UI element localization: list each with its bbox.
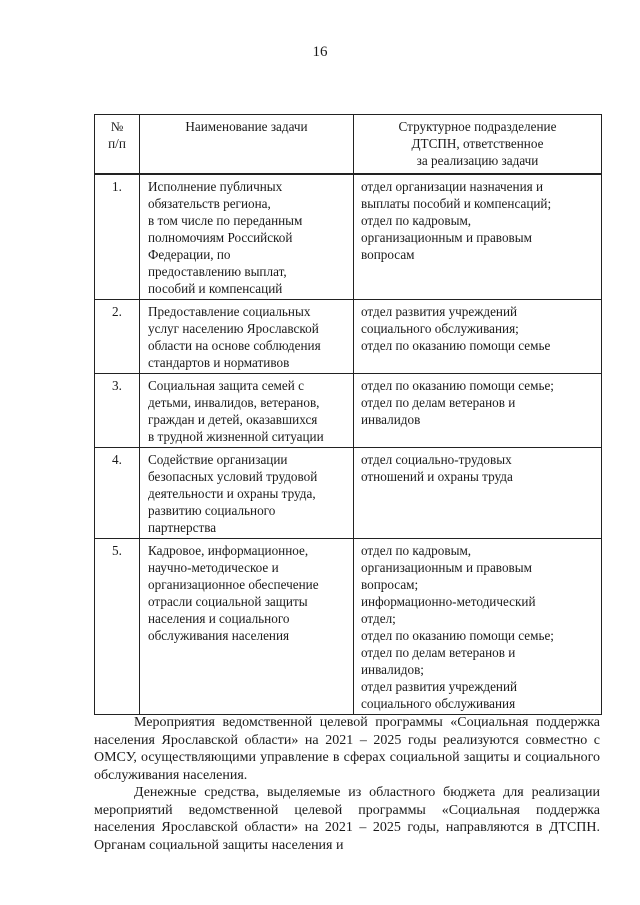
department-cell bbox=[354, 374, 602, 448]
header-line: Структурное подразделение bbox=[398, 119, 557, 134]
task-line: Содействие организации bbox=[148, 452, 288, 467]
department-cell bbox=[354, 448, 602, 539]
header-line: Наименование задачи bbox=[185, 119, 308, 134]
department-line: отношений и охраны труда bbox=[361, 469, 513, 484]
task-line: Кадровое, информационное, bbox=[148, 543, 309, 558]
department-line: отдел по делам ветеранов и bbox=[361, 395, 516, 410]
department-line: вопросам; bbox=[361, 577, 419, 592]
department-line: отдел развития учреждений bbox=[361, 679, 518, 694]
task-line: организационное обеспечение bbox=[148, 577, 319, 592]
task-line: научно-методическое и bbox=[148, 560, 279, 575]
row-number: 5. bbox=[95, 539, 140, 715]
task-line: стандартов и нормативов bbox=[148, 355, 290, 370]
department-line: отдел развития учреждений bbox=[361, 304, 518, 319]
department-line: социального обслуживания bbox=[361, 696, 516, 711]
row-number: 1. bbox=[95, 174, 140, 300]
department-line: организационным и правовым bbox=[361, 230, 532, 245]
table-row bbox=[95, 300, 602, 374]
task-line: услуг населению Ярославской bbox=[148, 321, 319, 336]
department-line: выплаты пособий и компенсаций; bbox=[361, 196, 552, 211]
page-number: 16 bbox=[312, 44, 328, 60]
task-line: обслуживания населения bbox=[148, 628, 290, 643]
task-line: Социальная защита семей с bbox=[148, 378, 304, 393]
task-line: деятельности и охраны труда, bbox=[148, 486, 316, 501]
department-line: отдел организации назначения и bbox=[361, 179, 544, 194]
department-line: отдел по оказанию помощи семье; bbox=[361, 628, 554, 643]
paragraph: Денежные средства, выделяемые из областного бюджета для реализации мероприятий ведомственной целевой программы «Социальная поддержка населения Ярославской области» на 2021 – 2025 годы, направляются в ДТСПН. Органам социальной защиты населения и bbox=[94, 785, 600, 853]
row-number: 4. bbox=[95, 448, 140, 539]
table-row bbox=[95, 174, 602, 300]
table-row bbox=[95, 539, 602, 715]
table-header-row bbox=[95, 115, 602, 175]
task-name-cell bbox=[140, 374, 354, 448]
department-line: отдел по кадровым, bbox=[361, 213, 472, 228]
department-line: информационно-методический bbox=[361, 594, 536, 609]
task-line: Федерации, по bbox=[148, 247, 231, 262]
table-row bbox=[95, 374, 602, 448]
department-line: отдел по кадровым, bbox=[361, 543, 472, 558]
department-line: отдел по оказанию помощи семье bbox=[361, 338, 551, 353]
header-line: п/п bbox=[108, 136, 126, 151]
task-line: предоставлению выплат, bbox=[148, 264, 287, 279]
task-line: безопасных условий трудовой bbox=[148, 469, 318, 484]
department-cell bbox=[354, 539, 602, 715]
task-line: развитию социального bbox=[148, 503, 276, 518]
body-text bbox=[94, 714, 600, 854]
table-body bbox=[95, 174, 602, 715]
row-number: 2. bbox=[95, 300, 140, 374]
paragraph: Мероприятия ведомственной целевой программы «Социальная поддержка населения Ярославской области» на 2021 – 2025 годы реализуются совместно с ОМСУ, осуществляющими управление в сферах социальной защиты и социального обслуживания населения. bbox=[94, 715, 600, 783]
table-row bbox=[95, 448, 602, 539]
department-cell bbox=[354, 174, 602, 300]
header-line: за реализацию задачи bbox=[416, 153, 539, 168]
header-dept bbox=[354, 115, 602, 175]
department-line: вопросам bbox=[361, 247, 415, 262]
header-line: № bbox=[110, 119, 124, 134]
department-line: отдел социально-трудовых bbox=[361, 452, 512, 467]
department-line: отдел; bbox=[361, 611, 396, 626]
tasks-table bbox=[94, 114, 602, 715]
task-line: Предоставление социальных bbox=[148, 304, 311, 319]
task-line: в том числе по переданным bbox=[148, 213, 303, 228]
task-line: пособий и компенсаций bbox=[148, 281, 283, 296]
task-name-cell bbox=[140, 448, 354, 539]
task-line: отрасли социальной защиты bbox=[148, 594, 308, 609]
department-line: инвалидов bbox=[361, 412, 421, 427]
task-line: граждан и детей, оказавшихся bbox=[148, 412, 318, 427]
task-line: населения и социального bbox=[148, 611, 290, 626]
task-name-cell bbox=[140, 174, 354, 300]
task-line: области на основе соблюдения bbox=[148, 338, 321, 353]
department-line: отдел по делам ветеранов и bbox=[361, 645, 516, 660]
department-line: инвалидов; bbox=[361, 662, 424, 677]
task-name-cell bbox=[140, 539, 354, 715]
task-line: Исполнение публичных bbox=[148, 179, 283, 194]
task-name-cell bbox=[140, 300, 354, 374]
header-line: ДТСПН, ответственное bbox=[411, 136, 544, 151]
task-line: партнерства bbox=[148, 520, 217, 535]
header-num bbox=[95, 115, 140, 175]
department-line: социального обслуживания; bbox=[361, 321, 519, 336]
task-line: детьми, инвалидов, ветеранов, bbox=[148, 395, 320, 410]
task-line: обязательств региона, bbox=[148, 196, 271, 211]
row-number: 3. bbox=[95, 374, 140, 448]
task-line: в трудной жизненной ситуации bbox=[148, 429, 324, 444]
department-line: организационным и правовым bbox=[361, 560, 532, 575]
department-cell bbox=[354, 300, 602, 374]
task-line: полномочиям Российской bbox=[148, 230, 293, 245]
header-task bbox=[140, 115, 354, 175]
department-line: отдел по оказанию помощи семье; bbox=[361, 378, 554, 393]
